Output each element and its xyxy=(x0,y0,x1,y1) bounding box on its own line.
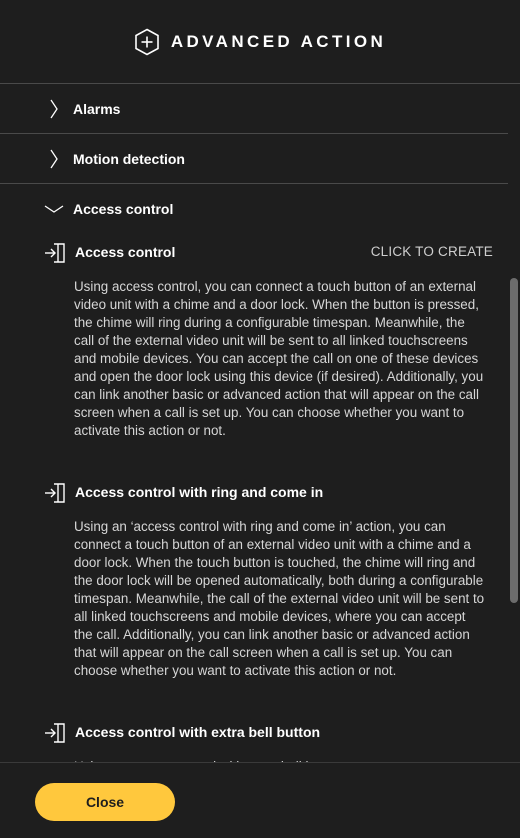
list-item-access-control-ring-come-in[interactable] xyxy=(0,482,508,702)
dialog-footer xyxy=(0,762,520,838)
scrollbar-thumb[interactable] xyxy=(510,278,518,603)
section-alarms[interactable] xyxy=(0,84,508,134)
plus-hexagon-icon xyxy=(134,28,160,56)
item-header xyxy=(0,722,508,746)
section-label-access-control: Access control xyxy=(73,201,174,217)
click-to-create-link[interactable]: CLICK TO CREATE xyxy=(370,244,493,259)
dialog-header xyxy=(0,0,520,84)
item-header xyxy=(0,242,508,266)
close-button[interactable]: Close xyxy=(35,783,175,821)
dialog-title: ADVANCED ACTION xyxy=(170,31,387,51)
item-description: Using access control, you can connect a touch button of an external video unit with a chime and a door lock. When the button is pressed, the chime will ring during a configurable timespan. Meanwhile, the call of the external video unit will be sent to all linked touchscreens and mobile devices. You can accept the call on one of these devices and open the door lock using this device (if desired). Additionally, you can link another basic or advanced action that will appear on the call screen when a call is set up. You can choose whether you want to activate this action or not. xyxy=(74,279,484,438)
section-label-alarms: Alarms xyxy=(73,100,121,117)
item-title: Access control xyxy=(75,244,176,260)
section-access-control[interactable] xyxy=(0,184,508,234)
item-header xyxy=(0,482,508,506)
item-description: Using an ‘access control with ring and come in’ action, you can connect a touch button of an external video unit with a chime and a door lock. When the touch button is touched, the chime will ring and the door lock will be opened automatically, both during a configurable timespan. Meanwhile, the call of the external video unit will be sent to all linked touchscreens and mobile devices, where you can accept the call. Additionally, you can link another basic or advanced action that will appear on the call screen when a call is set up. You can choose whether you want to activate this action or not. xyxy=(74,519,485,678)
chevron-down-icon xyxy=(44,199,64,219)
section-label-motion-detection: Motion detection xyxy=(73,150,185,167)
list-item-access-control[interactable] xyxy=(0,242,508,462)
item-title: Access control with extra bell button xyxy=(75,724,321,740)
section-motion-detection[interactable] xyxy=(0,134,508,184)
access-control-list[interactable] xyxy=(0,234,508,762)
door-enter-icon xyxy=(44,722,66,744)
item-title: Access control with ring and come in xyxy=(75,484,324,500)
door-enter-icon xyxy=(44,482,66,504)
chevron-right-icon xyxy=(44,99,64,119)
door-enter-icon xyxy=(44,242,66,264)
chevron-right-icon xyxy=(44,149,64,169)
